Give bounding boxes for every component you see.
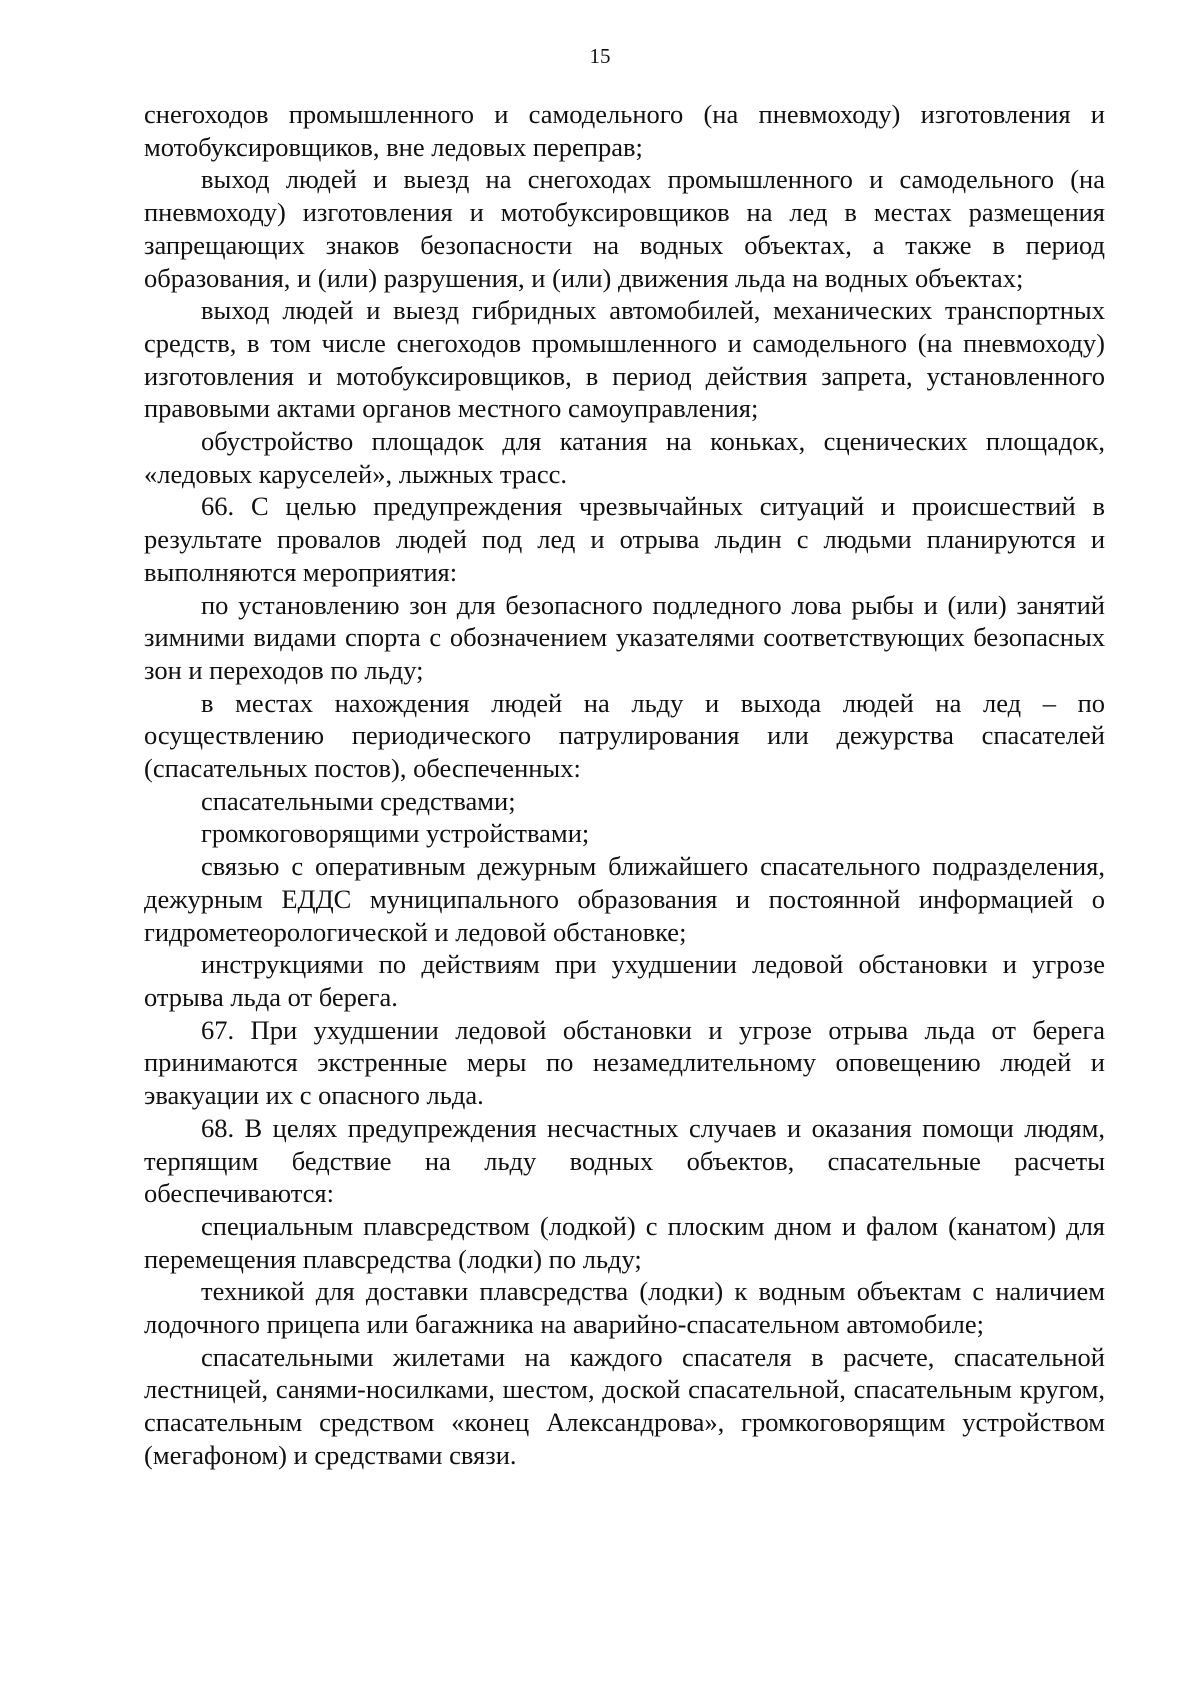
paragraph: техникой для доставки плавсредства (лодки) к водным объектам с наличием лодочного прицепа или багажника на аварийно-спасательном автомобиле; [144, 1276, 1105, 1340]
paragraph-66: 66. С целью предупреждения чрезвычайных ситуаций и происшествий в результате провалов людей под лед и отрыва льдин с людьми планируются и выполняются мероприятия: [144, 491, 1105, 587]
paragraph: громкоговорящими устройствами; [201, 818, 590, 849]
paragraph: спасательными средствами; [201, 785, 516, 816]
paragraph: выход людей и выезд гибридных автомобилей, механических транспортных средств, в том числе снегоходов промышленного и самодельного (на пневмоходу) изготовления и мотобуксировщиков, в период действия запрета, установленного правовыми актами органов местного самоуправления; [144, 295, 1105, 424]
paragraph-68: 68. В целях предупреждения несчастных случаев и оказания помощи людям, терпящим бедствие на льду водных объектов, спасательные расчеты обеспечиваются: [144, 1112, 1105, 1209]
document-body [144, 98, 1105, 1472]
paragraph: спасательными жилетами на каждого спасателя в расчете, спасательной лестницей, санями-носилками, шестом, доской спасательной, спасательным кругом, спасательным средством «конец Александрова», громкоговорящим устройством (мегафоном) и средствами связи. [144, 1341, 1105, 1470]
page-number: 15 [589, 44, 611, 68]
paragraph: инструкциями по действиям при ухудшении ледовой обстановки и угрозе отрыва льда от берега. [144, 949, 1105, 1012]
paragraph: снегоходов промышленного и самодельного (на пневмоходу) изготовления и мотобуксировщиков, вне ледовых переправ; [144, 99, 1105, 162]
paragraph: в местах нахождения людей на льду и выхода людей на лед – по осуществлению периодического патрулирования или дежурства спасателей (спасательных постов), обеспеченных: [144, 687, 1105, 784]
paragraph: обустройство площадок для катания на коньках, сценических площадок, «ледовых каруселей», лыжных трасс. [144, 426, 1105, 489]
paragraph: специальным плавсредством (лодкой) с плоским дном и фалом (канатом) для перемещения плавсредства (лодки) по льду; [144, 1210, 1105, 1274]
paragraph: выход людей и выезд на снегоходах промышленного и самодельного (на пневмоходу) изготовления и мотобуксировщиков на лед в местах размещения запрещающих знаков безопасности на водных объектах, а также в период образования, и (или) разрушения, и (или) движения льда на водных объектах; [144, 164, 1105, 293]
paragraph: связью с оперативным дежурным ближайшего спасательного подразделения, дежурным ЕДДС муниципального образования и постоянной информацией о гидрометеорологической и ледовой обстановке; [144, 851, 1105, 947]
paragraph-67: 67. При ухудшении ледовой обстановки и угрозе отрыва льда от берега принимаются экстренные меры по незамедлительному оповещению людей и эвакуации их с опасного льда. [144, 1014, 1105, 1111]
paragraph: по установлению зон для безопасного подледного лова рыбы и (или) занятий зимними видами спорта с обозначением указателями соответствующих безопасных зон и переходов по льду; [144, 589, 1105, 685]
